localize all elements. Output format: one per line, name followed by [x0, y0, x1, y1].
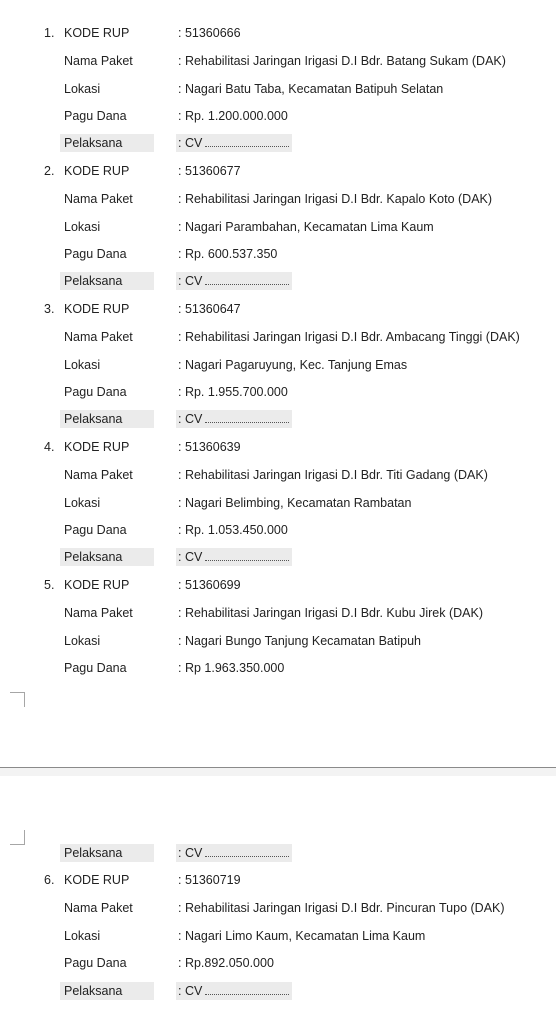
pelaksana-value: : CV: [178, 412, 203, 426]
pelaksana-blank-line: [205, 412, 289, 423]
pagu-dana-label: Pagu Dana: [64, 385, 127, 399]
kode-rup-value: : 51360719: [178, 873, 241, 887]
pelaksana-label: Pelaksana: [64, 550, 123, 564]
kode-rup-label: KODE RUP: [64, 873, 130, 887]
entry-number: 1.: [44, 26, 55, 40]
pelaksana-value-wrap: [178, 982, 289, 1000]
nama-paket-value: : Rehabilitasi Jaringan Irigasi D.I Bdr. Titi Gadang (DAK): [178, 468, 488, 482]
entry-number: 2.: [44, 164, 55, 178]
pagu-dana-label: Pagu Dana: [64, 956, 127, 970]
pelaksana-label: Pelaksana: [64, 984, 123, 998]
lokasi-value: : Nagari Limo Kaum, Kecamatan Lima Kaum: [178, 929, 426, 943]
pagu-dana-label: Pagu Dana: [64, 247, 127, 261]
pagu-dana-value: : Rp.892.050.000: [178, 956, 274, 970]
pelaksana-label: Pelaksana: [64, 136, 123, 150]
pelaksana-value: : CV: [178, 984, 203, 998]
nama-paket-value: : Rehabilitasi Jaringan Irigasi D.I Bdr. Kubu Jirek (DAK): [178, 606, 483, 620]
pelaksana-value-wrap: [178, 844, 289, 862]
pelaksana-label: Pelaksana: [64, 412, 123, 426]
pagu-dana-label: Pagu Dana: [64, 109, 127, 123]
kode-rup-label: KODE RUP: [64, 302, 130, 316]
entry-number: 3.: [44, 302, 55, 316]
lokasi-label: Lokasi: [64, 220, 101, 234]
lokasi-value: : Nagari Belimbing, Kecamatan Rambatan: [178, 496, 412, 510]
entry-number: 4.: [44, 440, 55, 454]
nama-paket-label: Nama Paket: [64, 330, 133, 344]
pelaksana-value: : CV: [178, 550, 203, 564]
pelaksana-blank-line: [205, 984, 289, 995]
pelaksana-value: : CV: [178, 274, 203, 288]
pelaksana-value-wrap: [178, 410, 289, 428]
nama-paket-label: Nama Paket: [64, 54, 133, 68]
entry-number: 6.: [44, 873, 55, 887]
page-corner-mark: [10, 830, 25, 845]
nama-paket-label: Nama Paket: [64, 606, 133, 620]
pagu-dana-label: Pagu Dana: [64, 661, 127, 675]
lokasi-value: : Nagari Bungo Tanjung Kecamatan Batipuh: [178, 634, 421, 648]
entry-number: 5.: [44, 578, 55, 592]
pelaksana-label: Pelaksana: [64, 846, 123, 860]
lokasi-value: : Nagari Batu Taba, Kecamatan Batipuh Selatan: [178, 82, 444, 96]
lokasi-label: Lokasi: [64, 496, 101, 510]
pelaksana-blank-line: [205, 274, 289, 285]
pelaksana-value: : CV: [178, 846, 203, 860]
lokasi-label: Lokasi: [64, 82, 101, 96]
kode-rup-label: KODE RUP: [64, 440, 130, 454]
nama-paket-label: Nama Paket: [64, 468, 133, 482]
pagu-dana-label: Pagu Dana: [64, 523, 127, 537]
lokasi-label: Lokasi: [64, 358, 101, 372]
pagu-dana-value: : Rp. 600.537.350: [178, 247, 278, 261]
kode-rup-label: KODE RUP: [64, 164, 130, 178]
pelaksana-value-wrap: [178, 272, 289, 290]
nama-paket-value: : Rehabilitasi Jaringan Irigasi D.I Bdr. Ambacang Tinggi (DAK): [178, 330, 520, 344]
kode-rup-value: : 51360677: [178, 164, 241, 178]
kode-rup-value: : 51360699: [178, 578, 241, 592]
nama-paket-value: : Rehabilitasi Jaringan Irigasi D.I Bdr. Batang Sukam (DAK): [178, 54, 506, 68]
nama-paket-value: : Rehabilitasi Jaringan Irigasi D.I Bdr. Pincuran Tupo (DAK): [178, 901, 505, 915]
pagu-dana-value: : Rp. 1.200.000.000: [178, 109, 288, 123]
nama-paket-label: Nama Paket: [64, 192, 133, 206]
kode-rup-value: : 51360647: [178, 302, 241, 316]
nama-paket-value: : Rehabilitasi Jaringan Irigasi D.I Bdr. Kapalo Koto (DAK): [178, 192, 493, 206]
pagu-dana-value: : Rp. 1.053.450.000: [178, 523, 288, 537]
pelaksana-blank-line: [205, 846, 289, 857]
kode-rup-label: KODE RUP: [64, 578, 130, 592]
pelaksana-value-wrap: [178, 548, 289, 566]
pelaksana-value-wrap: [178, 134, 289, 152]
pelaksana-label: Pelaksana: [64, 274, 123, 288]
lokasi-value: : Nagari Pagaruyung, Kec. Tanjung Emas: [178, 358, 408, 372]
pagu-dana-value: : Rp. 1.955.700.000: [178, 385, 288, 399]
pelaksana-blank-line: [205, 550, 289, 561]
page-corner-mark: [10, 692, 25, 707]
lokasi-value: : Nagari Parambahan, Kecamatan Lima Kaum: [178, 220, 434, 234]
kode-rup-value: : 51360666: [178, 26, 241, 40]
pelaksana-blank-line: [205, 136, 289, 147]
kode-rup-label: KODE RUP: [64, 26, 130, 40]
page-gap: [0, 768, 556, 776]
kode-rup-value: : 51360639: [178, 440, 241, 454]
lokasi-label: Lokasi: [64, 634, 101, 648]
lokasi-label: Lokasi: [64, 929, 101, 943]
pagu-dana-value: : Rp 1.963.350.000: [178, 661, 285, 675]
pelaksana-value: : CV: [178, 136, 203, 150]
nama-paket-label: Nama Paket: [64, 901, 133, 915]
